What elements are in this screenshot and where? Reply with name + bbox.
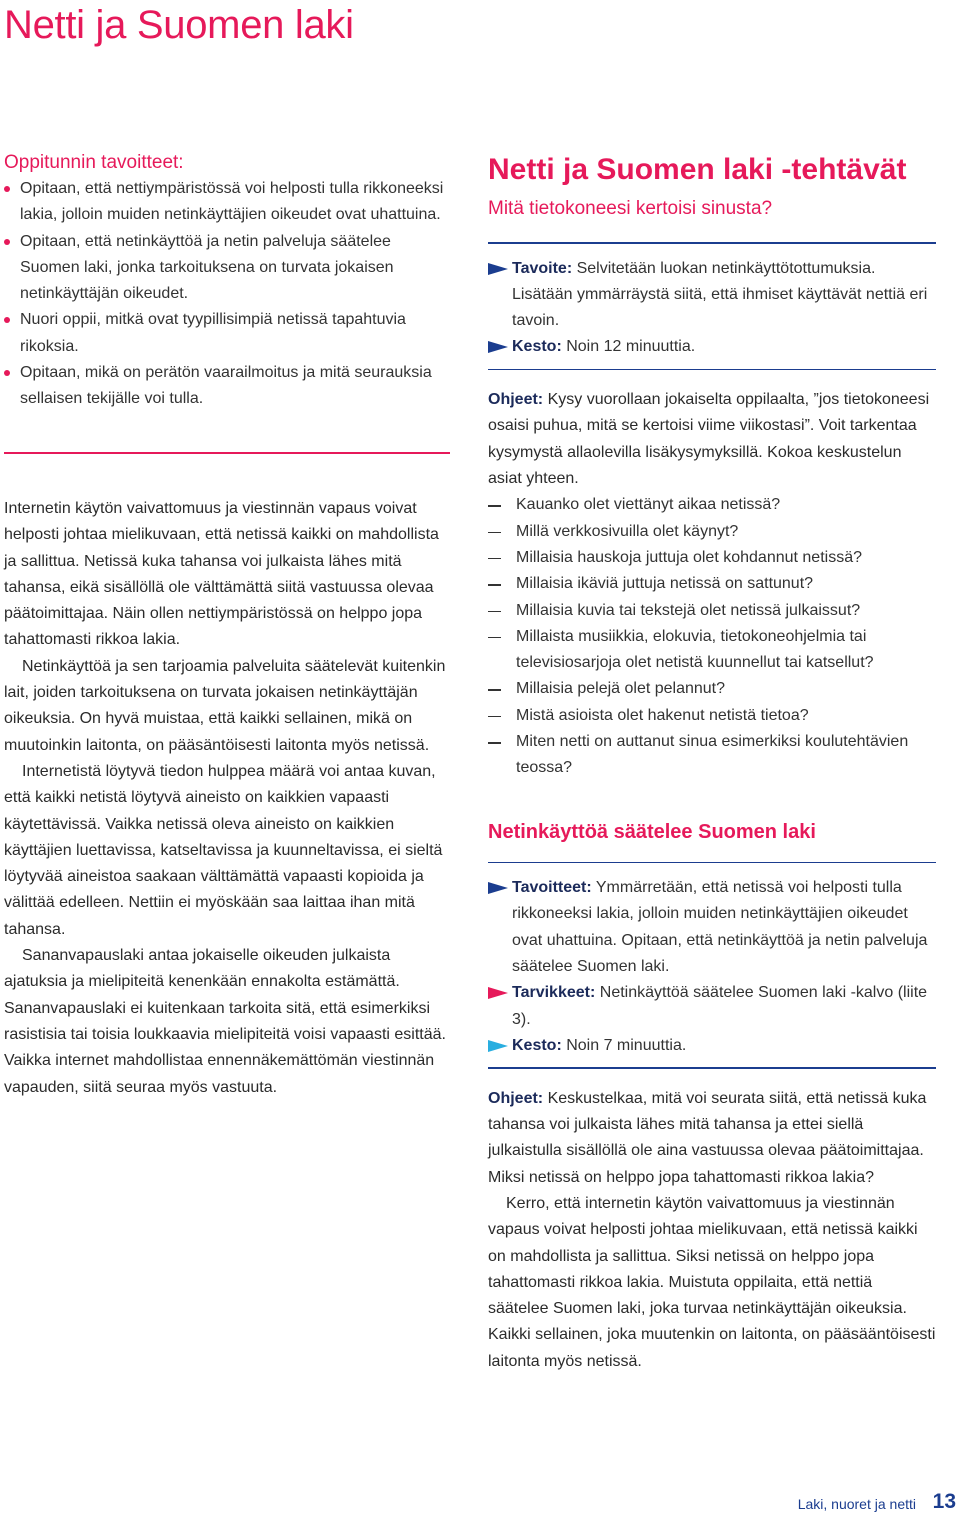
dash-icon bbox=[488, 611, 501, 613]
dash-icon bbox=[488, 584, 501, 586]
bullet-icon bbox=[4, 317, 10, 323]
question-item: Millaisia pelejä olet pelannut? bbox=[488, 676, 936, 702]
divider bbox=[4, 452, 450, 454]
question-item: Millaisia hauskoja juttuja olet kohdannut netissä? bbox=[488, 545, 936, 571]
dash-icon bbox=[488, 689, 501, 691]
footer-text: Laki, nuoret ja netti bbox=[797, 1496, 916, 1512]
regulation-info-list bbox=[488, 875, 936, 1059]
divider bbox=[488, 242, 936, 244]
arrow-icon bbox=[488, 882, 508, 894]
page-title: Netti ja Suomen laki bbox=[4, 3, 354, 47]
goal-item: Opitaan, että nettiympäristössä voi helposti tulla rikkoneeksi lakia, jolloin muiden netinkäyttäjien oikeudet ovat uhattuina. bbox=[4, 176, 454, 229]
body-paragraph: Internetistä löytyvä tiedon hulppea määrä voi antaa kuvan, että kaikki netistä löytyvä aineisto on kaikkien vapaasti käytettävissä. Vaikka netissä oleva aineisto on kaikkien käyttäjien luettavissa, katseltavissa ja kuunneltavissa, ei sieltä löytyvää aineistoa saakaan välttämättä vapaasti kopioida ja välittää edelleen. Nettiin ei myöskään saa laittaa ihan mitä tahansa. bbox=[4, 762, 443, 938]
question-item: Miten netti on auttanut sinua esimerkiksi koulutehtävien teossa? bbox=[488, 729, 936, 782]
question-item: Millä verkkosivuilla olet käynyt? bbox=[488, 519, 936, 545]
page-number: 13 bbox=[932, 1490, 956, 1513]
goals-list bbox=[4, 176, 454, 413]
bullet-icon bbox=[4, 370, 10, 376]
dash-icon bbox=[488, 532, 501, 534]
tasks-instructions: Ohjeet: Kysy vuorollaan jokaiselta oppilaalta, ”jos tietokoneesi osaisi puhua, mitä se kertoisi viime viikostasi”. Voit tarkentaa kysymystä allaolevilla lisäkysymyksillä. Kokoa keskustelun asiat yhteen. bbox=[488, 391, 930, 488]
regulation-title: Netinkäyttöä säätelee Suomen laki bbox=[488, 820, 816, 843]
goals-heading: Oppitunnin tavoitteet: bbox=[4, 152, 184, 173]
goal-item: Opitaan, mikä on perätön vaarailmoitus ja mitä seurauksia sellaisen tekijälle voi tulla. bbox=[4, 360, 454, 413]
tasks-title: Netti ja Suomen laki -tehtävät bbox=[488, 153, 907, 186]
bullet-icon bbox=[4, 239, 10, 245]
regulation-closing: Kerro, että internetin käytön vaivattomuus ja viestinnän vapaus voivat helposti johtaa mielikuvaan, että netissä kaikki on mahdollista ja sallittua. Siksi netissä on helppo jopa tahattomasti rikkoa lakia. Muistuta oppilaita, että nettiä säätelee Suomen laki, joka turvaa netinkäyttäjän oikeuksia. Kaikki sellainen, joka muutenkin on laitonta, on pääsääntöisesti laitonta myös netissä. bbox=[488, 1194, 936, 1370]
body-paragraph: Sananvapauslaki antaa jokaiselle oikeuden julkaista ajatuksia ja mielipiteitä kenenkään ennakolta estämättä. Sananvapauslaki ei kuitenkaan tarkoita sitä, että esimerkiksi rasistisia tai toisia loukkaavia mielipiteitä voisi vapaasti esittää. Vaikka internet mahdollistaa ennennäkemättömän viestinnän vapauden, siitä seuraa myös vastuuta. bbox=[4, 947, 446, 1096]
divider bbox=[488, 1067, 936, 1069]
arrow-icon bbox=[488, 1040, 508, 1052]
info-item-goals: Tavoitteet: Ymmärretään, että netissä voi helposti tulla rikkoneeksi lakia, jolloin muiden netinkäyttäjien oikeudet ovat uhattuina. Opitaan, että netinkäyttöä ja netin palveluja säätelee Suomen laki. bbox=[488, 875, 936, 980]
arrow-icon bbox=[488, 263, 508, 275]
info-item-duration: Kesto: Noin 12 minuuttia. bbox=[488, 334, 936, 360]
body-paragraph: Internetin käytön vaivattomuus ja viestinnän vapaus voivat helposti johtaa mielikuvaan, että netissä kaikki on mahdollista ja sallittua. Netissä kuka tahansa voi julkaista lähes mitä tahansa, eikä sisällöllä ole välttämättä siitä vastuussa olevaa päätoimittajaa. Näin ollen nettiympäristössä on helppo jopa tahattomasti rikkoa lakia. bbox=[4, 500, 439, 649]
question-item: Millaisia kuvia tai tekstejä olet netissä julkaissut? bbox=[488, 598, 936, 624]
dash-icon bbox=[488, 742, 501, 744]
question-item: Millaista musiikkia, elokuvia, tietokoneohjelmia tai televisiosarjoja olet netistä kuunnellut tai katsellut? bbox=[488, 624, 936, 677]
body-paragraph: Netinkäyttöä ja sen tarjoamia palveluita säätelevät kuitenkin lait, joiden tarkoituksena on turvata jokaisen netinkäyttäjän oikeuksia. On hyvä muistaa, että kaikki sellainen, mikä on muutoinkin laitonta, on pääsäntöisesti laitonta myös netissä. bbox=[4, 657, 446, 754]
question-item: Kauanko olet viettänyt aikaa netissä? bbox=[488, 492, 936, 518]
lesson-goals bbox=[4, 150, 454, 413]
dash-icon bbox=[488, 637, 501, 639]
tasks-info-list bbox=[488, 256, 936, 361]
arrow-icon bbox=[488, 987, 508, 999]
left-body-text bbox=[4, 496, 450, 1101]
tasks-subtitle: Mitä tietokoneesi kertoisi sinusta? bbox=[488, 198, 773, 219]
dash-icon bbox=[488, 716, 501, 718]
question-item: Millaisia ikäviä juttuja netissä on sattunut? bbox=[488, 571, 936, 597]
divider bbox=[488, 369, 936, 371]
goal-item: Opitaan, että netinkäyttöä ja netin palveluja säätelee Suomen laki, jonka tarkoituksena on turvata jokaisen netinkäyttäjän oikeudet. bbox=[4, 229, 454, 308]
bullet-icon bbox=[4, 186, 10, 192]
regulation-instructions: Ohjeet: Keskustelkaa, mitä voi seurata siitä, että netissä kuka tahansa voi julkaista lähes mitä tahansa ja ettei siellä julkaistulla sisällöllä ole aina vastuussa olevaa päätoimittajaa. Miksi netissä on helppo jopa tahattomasti rikkoa lakia? bbox=[488, 1089, 927, 1186]
divider bbox=[488, 862, 936, 864]
arrow-icon bbox=[488, 341, 508, 353]
questions-list bbox=[488, 492, 936, 781]
info-item-materials: Tarvikkeet: Netinkäyttöä säätelee Suomen laki -kalvo (liite 3). bbox=[488, 980, 936, 1033]
goal-item: Nuori oppii, mitkä ovat tyypillisimpiä netissä tapahtuvia rikoksia. bbox=[4, 307, 454, 360]
question-item: Mistä asioista olet hakenut netistä tietoa? bbox=[488, 703, 936, 729]
dash-icon bbox=[488, 558, 501, 560]
info-item-goal: Tavoite: Selvitetään luokan netinkäyttötottumuksia. Lisätään ymmärräystä siitä, että ihmiset käyttävät nettiä eri tavoin. bbox=[488, 256, 936, 335]
dash-icon bbox=[488, 505, 501, 507]
right-column bbox=[488, 150, 936, 1375]
info-item-duration: Kesto: Noin 7 minuuttia. bbox=[488, 1033, 936, 1059]
